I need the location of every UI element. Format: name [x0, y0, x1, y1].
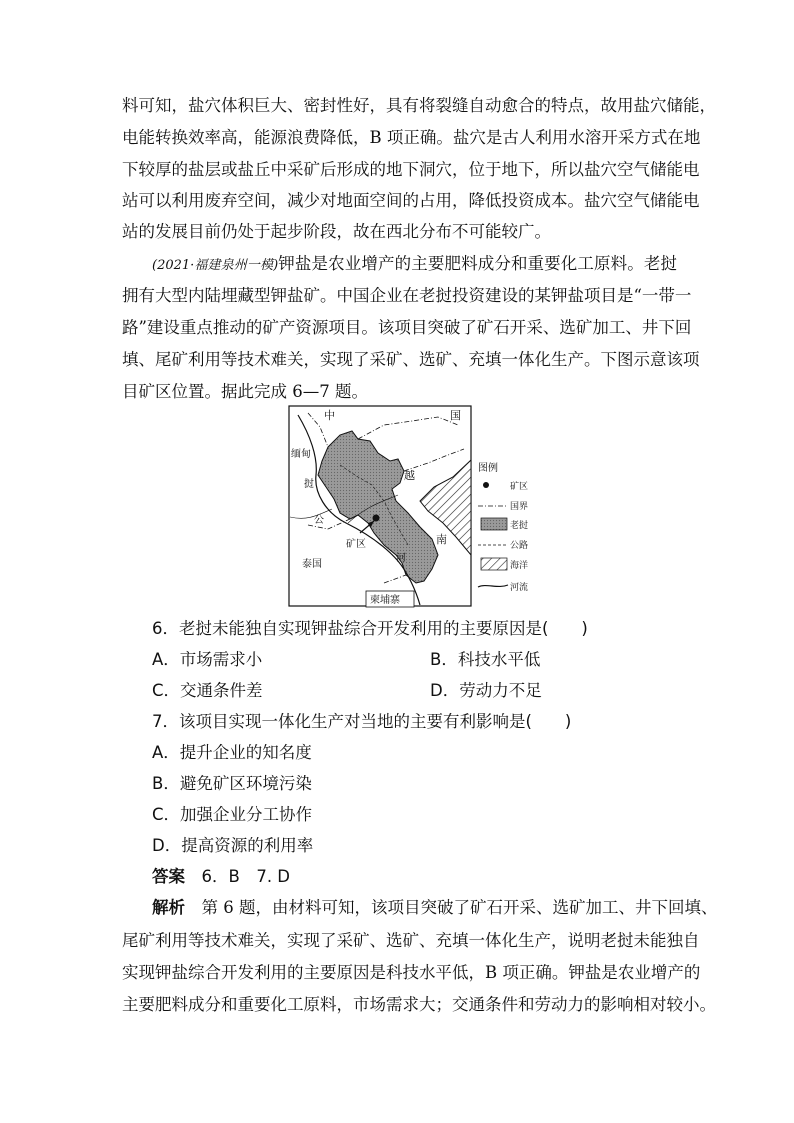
legend-river-symbol — [478, 585, 508, 587]
analysis-line: 实现钾盐综合开发利用的主要原因是科技水平低，B 项正确。钾盐是农业增产的 — [122, 963, 701, 982]
map-label-laos: 挝 — [304, 479, 314, 490]
legend-item: 国界 — [510, 502, 529, 512]
question-7-option-a[interactable]: A．提升企业的知名度 — [152, 743, 312, 762]
map-label-mekong-bottom: 河 — [396, 553, 406, 564]
question-7-option-b[interactable]: B．避免矿区环境污染 — [152, 774, 312, 793]
intro-first-line — [152, 254, 677, 276]
paragraph-line: 料可知，盐穴体积巨大、密封性好，具有将裂缝自动愈合的特点，故用盐穴储能， — [122, 96, 716, 115]
legend-mine-symbol — [483, 482, 489, 488]
intro-line: 填、尾矿利用等技术难关，实现了采矿、选矿、充填一体化生产。下图示意该项 — [122, 350, 700, 369]
legend-title: 图例 — [478, 463, 498, 474]
intro-text: 钾盐是农业增产的主要肥料成分和重要化工原料。老挝 — [278, 254, 677, 273]
question-6-option-d[interactable]: D．劳动力不足 — [430, 681, 542, 700]
map-label-cambodia: 柬埔寨 — [370, 595, 400, 606]
question-7-option-d[interactable]: D．提高资源的利用率 — [152, 836, 314, 855]
question-6-option-c[interactable]: C．交通条件差 — [152, 681, 263, 700]
intro-line: 目矿区位置。据此完成 6—7 题。 — [122, 382, 368, 401]
analysis-line: 主要肥料成分和重要化工原料，市场需求大；交通条件和劳动力的影响相对较小。 — [122, 995, 716, 1014]
map-label-mine: 矿区 — [346, 539, 366, 550]
analysis-line: 尾矿利用等技术难关，实现了采矿、选矿、充填一体化生产，说明老挝未能独自 — [122, 931, 700, 950]
map-label-china-right: 国 — [450, 409, 461, 422]
paragraph-line: 站的发展目前仍处于起步阶段，故在西北分布不可能较广。 — [122, 222, 551, 241]
question-7-option-c[interactable]: C．加强企业分工协作 — [152, 805, 313, 824]
map-label-thailand: 泰国 — [302, 559, 322, 570]
question-6-stem: 6．老挝未能独自实现钾盐综合开发利用的主要原因是( ) — [152, 619, 588, 638]
intro-line: 拥有大型内陆埋藏型钾盐矿。中国企业在老挝投资建设的某钾盐项目是“一带一 — [122, 286, 692, 305]
intro-line: 路”建设重点推动的矿产资源项目。该项目突破了矿石开采、选矿加工、井下回 — [122, 318, 692, 337]
question-6-option-b[interactable]: B．科技水平低 — [430, 650, 541, 669]
legend-sea-symbol — [481, 558, 507, 570]
paragraph-line: 下较厚的盐层或盐丘中采矿后形成的地下洞穴，位于地下，所以盐穴空气储能电 — [122, 160, 700, 179]
map-label-mekong-top: 公 — [314, 515, 324, 526]
laos-location-map — [288, 405, 548, 609]
answer-text: 6．B 7. D — [201, 867, 291, 886]
map-label-vietnam-bottom: 南 — [436, 533, 447, 546]
map-label-myanmar: 缅甸 — [291, 449, 311, 460]
question-source: (2021·福建泉州一模) — [152, 258, 279, 273]
legend-item: 老挝 — [510, 521, 529, 531]
paragraph-line: 站可以利用废弃空间，减少对地面空间的占用，降低投资成本。盐穴空气储能电 — [122, 191, 700, 210]
paragraph-line: 电能转换效率高，能源浪费降低，B 项正确。盐穴是古人利用水溶开采方式在地 — [122, 128, 701, 147]
legend-laos-symbol — [481, 518, 507, 530]
map-label-vietnam-top: 越 — [404, 469, 415, 482]
legend-item: 公路 — [510, 541, 529, 551]
analysis-first-line — [152, 898, 718, 918]
legend-item: 海洋 — [510, 561, 529, 571]
question-7-stem: 7．该项目实现一体化生产对当地的主要有利影响是( ) — [152, 712, 572, 731]
map-label-china-left: 中 — [324, 409, 335, 422]
analysis-text: 第 6 题，由材料可知，该项目突破了矿石开采、选矿加工、井下回填、 — [201, 898, 718, 917]
mine-marker — [373, 515, 380, 522]
answer-label: 答案 — [152, 867, 185, 886]
legend-item: 河流 — [510, 583, 529, 593]
question-6-option-a[interactable]: A．市场需求小 — [152, 650, 263, 669]
analysis-label: 解析 — [152, 898, 185, 917]
legend-item: 矿区 — [510, 482, 529, 492]
answer-line — [152, 867, 290, 887]
